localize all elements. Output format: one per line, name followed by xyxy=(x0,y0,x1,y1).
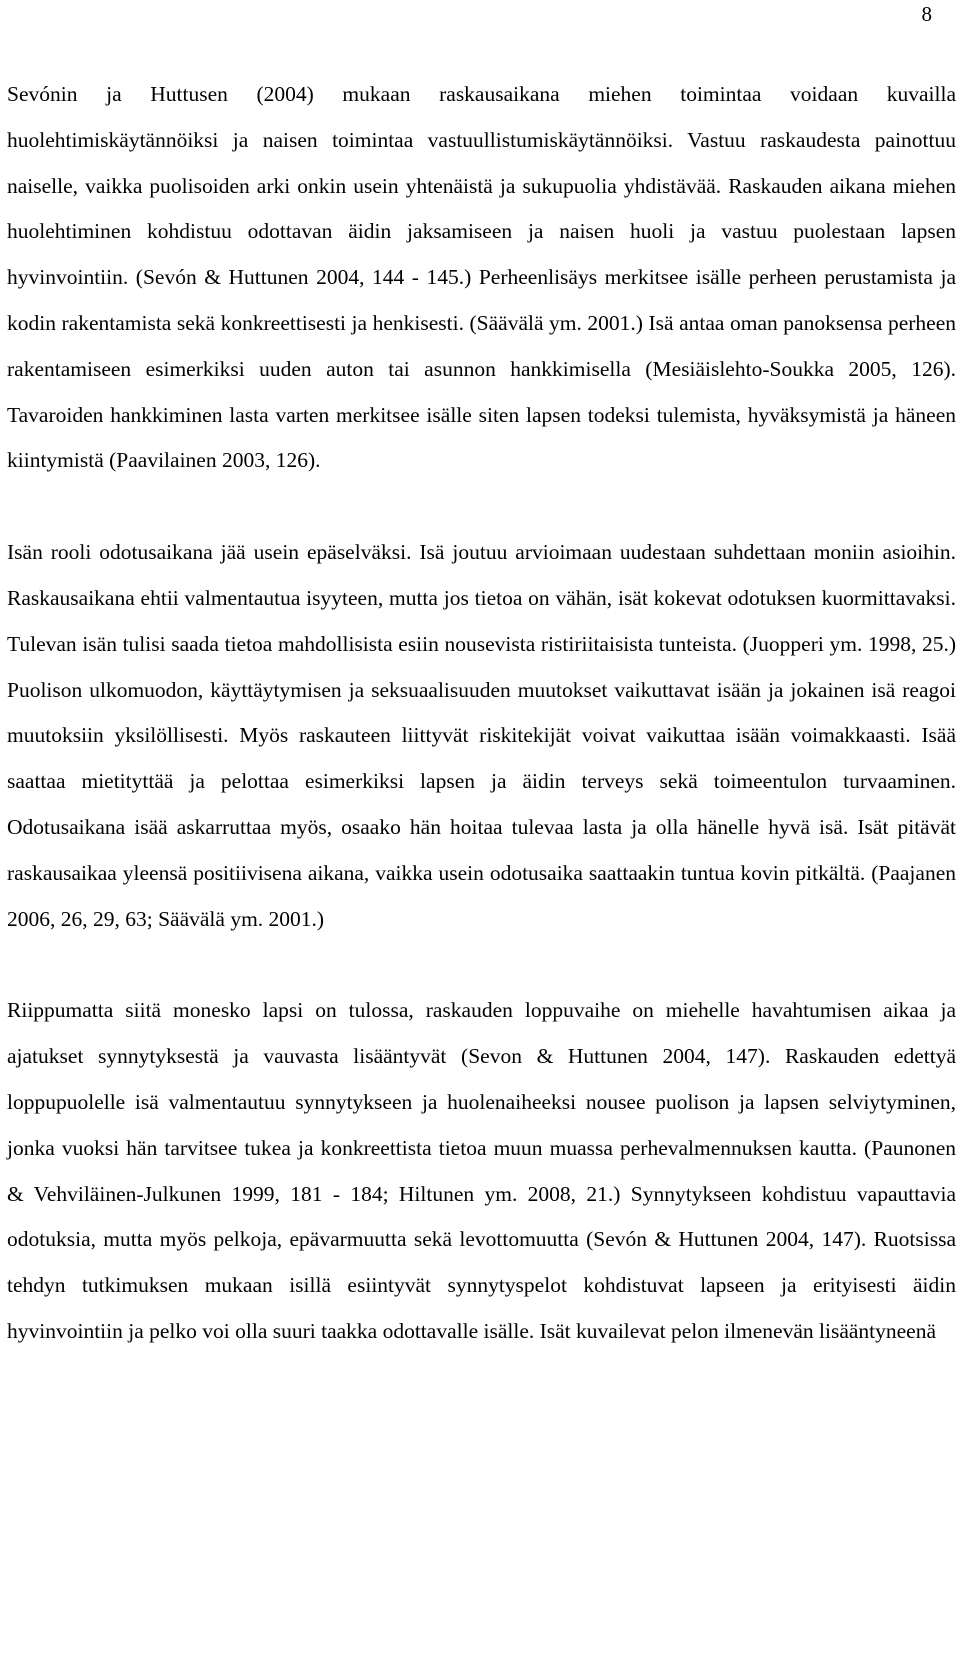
paragraph-1: Sevónin ja Huttusen (2004) mukaan raskausaikana miehen toimintaa voidaan kuvailla huolehtimiskäytännöiksi ja naisen toimintaa vastuullistumiskäytännöiksi. Vastuu raskaudesta painottuu naiselle, vaikka puolisoiden arki onkin usein yhtenäistä ja sukupuolia yhdistävää. Raskauden aikana miehen huolehtiminen kohdistuu odottavan äidin jaksamiseen ja naisen huoli ja vastuu puolestaan lapsen hyvinvointiin. (Sevón & Huttunen 2004, 144 - 145.) Perheenlisäys merkitsee isälle perheen perustamista ja kodin rakentamista sekä konkreettisesti ja henkisesti. (Säävälä ym. 2001.) Isä antaa oman panoksensa perheen rakentamiseen esimerkiksi uuden auton tai asunnon hankkimisella (Mesiäislehto-Soukka 2005, 126). Tavaroiden hankkiminen lasta varten merkitsee isälle siten lapsen todeksi tulemista, hyväksymistä ja häneen kiintymistä (Paavilainen 2003, 126). xyxy=(7,82,956,473)
paragraph-3: Riippumatta siitä monesko lapsi on tulossa, raskauden loppuvaihe on miehelle havahtumisen aikaa ja ajatukset synnytyksestä ja vauvasta lisääntyvät (Sevon & Huttunen 2004, 147). Raskauden edettyä loppupuolelle isä valmentautuu synnytykseen ja huolenaiheeksi nousee puolison ja lapsen selviytyminen, jonka vuoksi hän tarvitsee tukea ja konkreettista tietoa muun muassa perhevalmennuksen kautta. (Paunonen & Vehviläinen-Julkunen 1999, 181 - 184; Hiltunen ym. 2008, 21.) Synnytykseen kohdistuu vapauttavia odotuksia, mutta myös pelkoja, epävarmuutta sekä levottomuutta (Sevón & Huttunen 2004, 147). Ruotsissa tehdyn tutkimuksen mukaan isillä esiintyvät synnytyspelot kohdistuvat lapseen ja erityisesti äidin hyvinvointiin ja pelko voi olla suuri taakka odottavalle isälle. Isät kuvailevat pelon ilmenevän lisääntyneenä xyxy=(7,998,956,1343)
page-number: 8 xyxy=(921,2,932,26)
body-text xyxy=(7,72,956,1355)
paragraph-2: Isän rooli odotusaikana jää usein epäselväksi. Isä joutuu arvioimaan uudestaan suhdettaan moniin asioihin. Raskausaikana ehtii valmentautua isyyteen, mutta jos tietoa on vähän, isät kokevat odotuksen kuormittavaksi. Tulevan isän tulisi saada tietoa mahdollisista esiin nousevista ristiriitaisista tunteista. (Juopperi ym. 1998, 25.) Puolison ulkomuodon, käyttäytymisen ja seksuaalisuuden muutokset vaikuttavat isään ja jokainen isä reagoi muutoksiin yksilöllisesti. Myös raskauteen liittyvät riskitekijät voivat vaikuttaa isään voimakkaasti. Isää saattaa mietityttää ja pelottaa esimerkiksi lapsen ja äidin terveys sekä toimeentulon turvaaminen. Odotusaikana isää askarruttaa myös, osaako hän hoitaa tulevaa lasta ja olla hänelle hyvä isä. Isät pitävät raskausaikaa yleensä positiivisena aikana, vaikka usein odotusaika saattaakin tuntua kovin pitkältä. (Paajanen 2006, 26, 29, 63; Säävälä ym. 2001.) xyxy=(7,540,956,931)
